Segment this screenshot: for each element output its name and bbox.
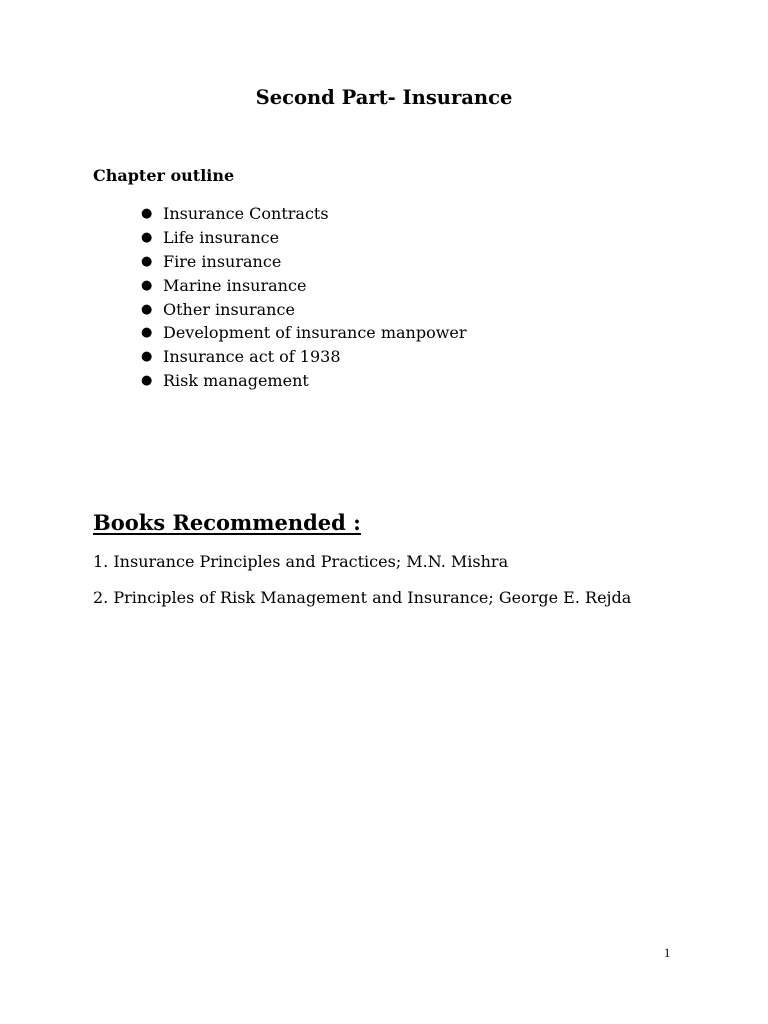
list-item-label: Fire insurance [163, 251, 282, 271]
list-item-label: Development of insurance manpower [163, 323, 467, 343]
bullet-icon: ● [141, 206, 153, 221]
list-item-label: Risk management [163, 371, 309, 391]
bullet-icon: ● [141, 277, 153, 293]
page-number: 1 [664, 946, 671, 960]
list-item-label: Insurance Contracts [163, 204, 329, 223]
bullet-icon: ● [141, 301, 153, 317]
page-title: Second Part- Insurance [255, 86, 513, 109]
book-reference: 1. Insurance Principles and Practices; M.N. Mishra [93, 552, 509, 571]
list-item-label: Insurance act of 1938 [163, 347, 341, 367]
books-recommended-heading: Books Recommended : [93, 510, 361, 535]
bullet-icon: ● [141, 325, 153, 341]
bullet-icon: ● [141, 253, 153, 269]
list-item-label: Marine insurance [163, 275, 307, 295]
bullet-icon: ● [141, 373, 153, 389]
book-reference: 2. Principles of Risk Management and Insurance; George E. Rejda [93, 588, 632, 607]
bullet-icon: ● [141, 229, 153, 245]
list-item-label: Life insurance [163, 227, 280, 247]
bullet-icon: ● [141, 349, 153, 365]
chapter-outline-heading: Chapter outline [93, 166, 235, 185]
list-item-label: Other insurance [163, 299, 295, 319]
